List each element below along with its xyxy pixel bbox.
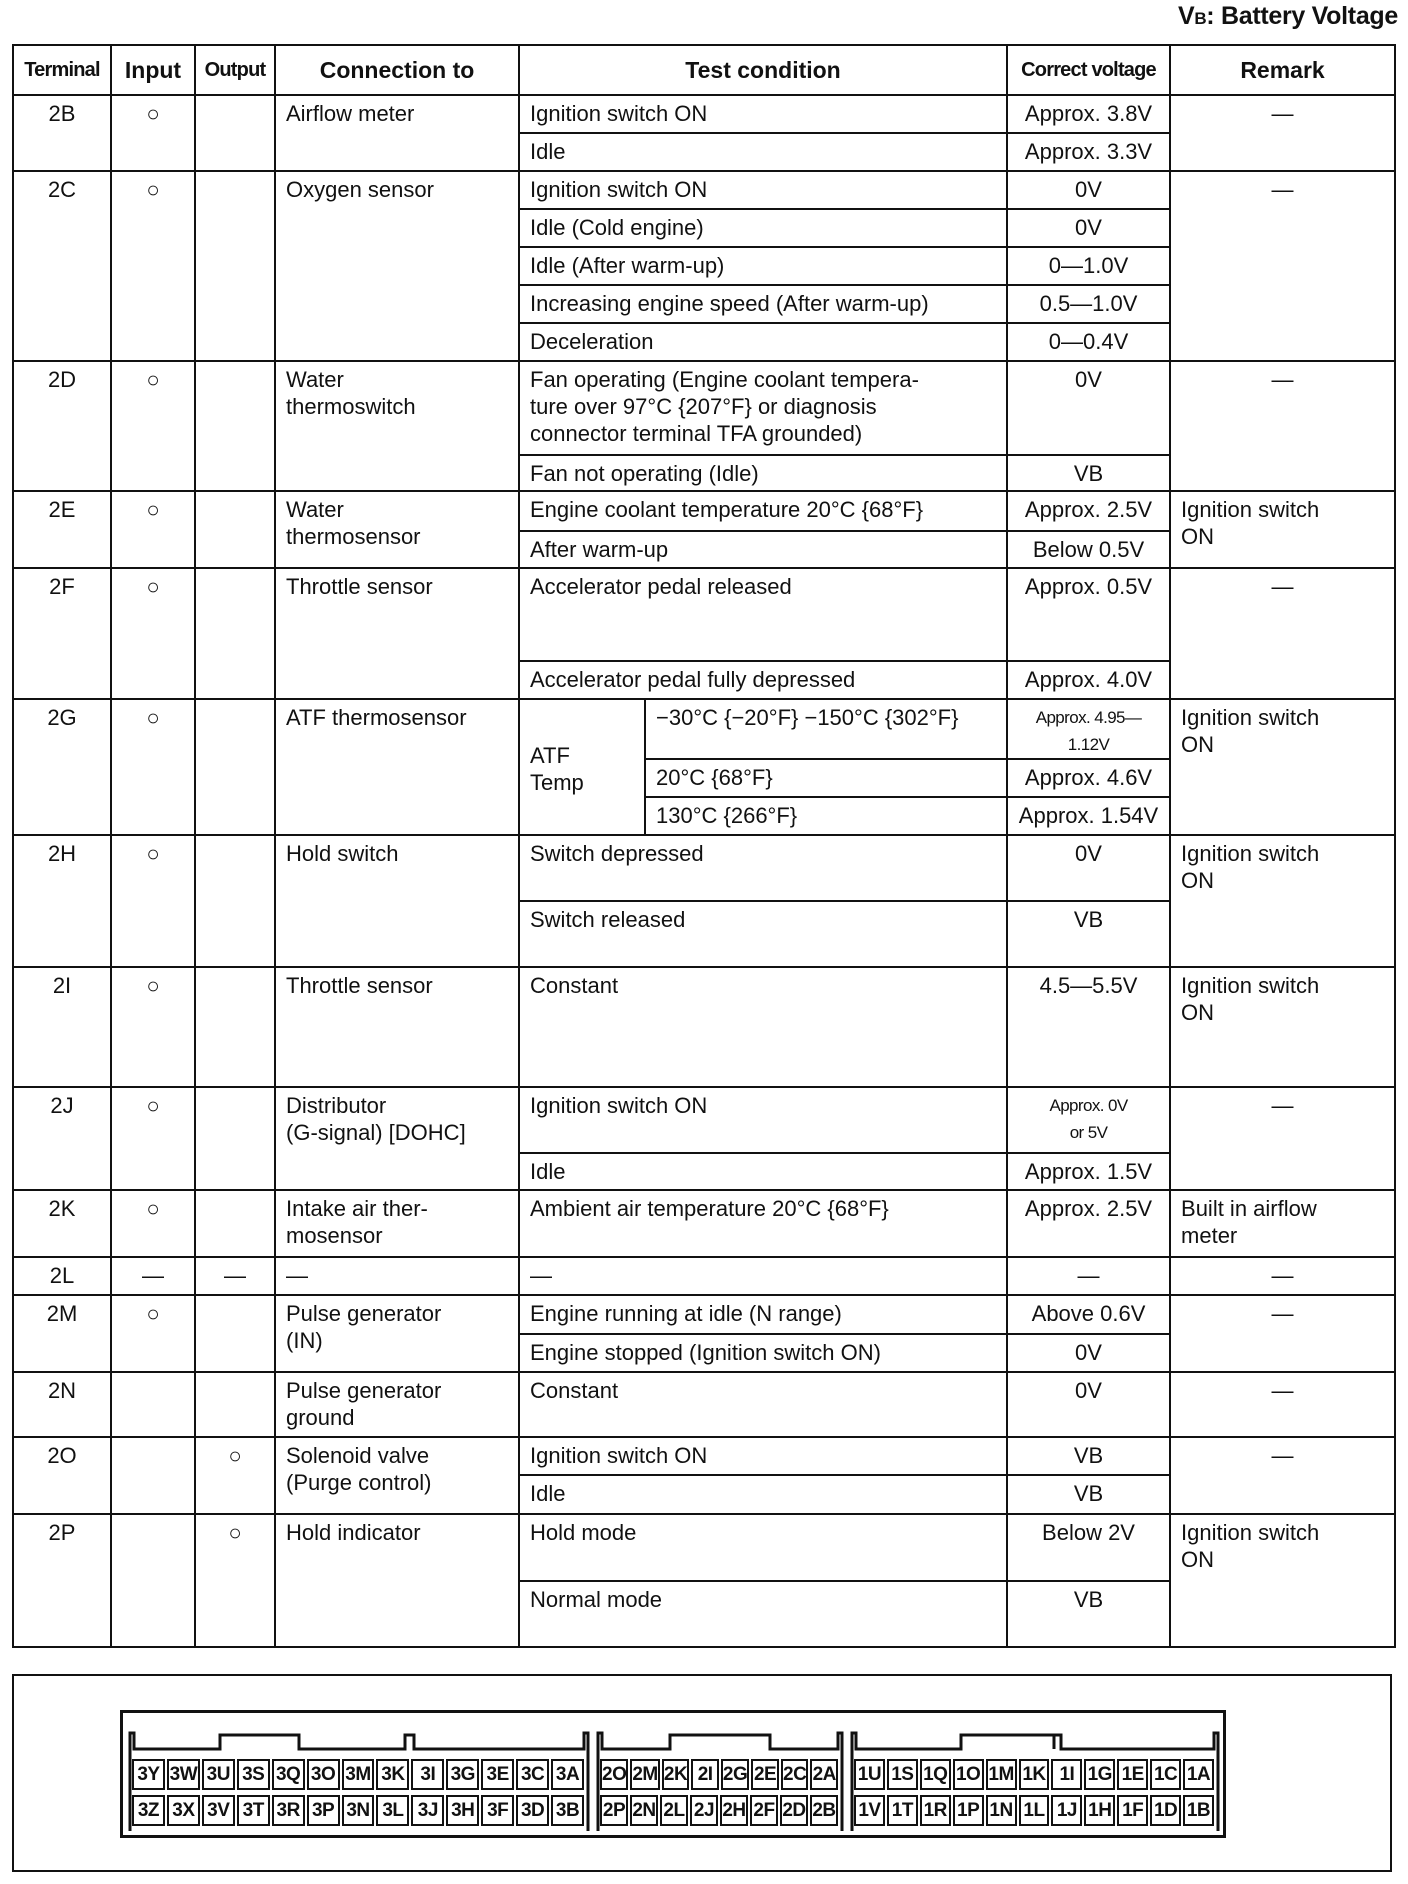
input-mark: ○ bbox=[111, 491, 195, 568]
test-condition-cell: Ignition switch ON bbox=[519, 1087, 1007, 1153]
output-mark bbox=[195, 361, 275, 491]
table-row bbox=[13, 1087, 1395, 1153]
table-row bbox=[13, 967, 1395, 1087]
connector-pin: 2B bbox=[810, 1795, 838, 1826]
correct-voltage-cell: 0V bbox=[1007, 1334, 1170, 1372]
table-row bbox=[13, 835, 1395, 901]
terminal-cell: 2L bbox=[13, 1257, 111, 1295]
remark-cell: Built in airflow meter bbox=[1170, 1190, 1395, 1257]
connector-pin-row bbox=[132, 1795, 586, 1826]
header-input: Input bbox=[111, 45, 195, 95]
connector-pin: 1D bbox=[1150, 1795, 1181, 1826]
test-condition-cell: Ignition switch ON bbox=[519, 1437, 1007, 1475]
test-condition-cell: Switch depressed bbox=[519, 835, 1007, 901]
test-condition-cell: After warm-up bbox=[519, 531, 1007, 568]
remark-cell: — bbox=[1170, 1087, 1395, 1190]
test-condition-cell: Engine stopped (Ignition switch ON) bbox=[519, 1334, 1007, 1372]
connector-pin: 3G bbox=[446, 1759, 479, 1790]
connector-pin: 3Z bbox=[132, 1795, 165, 1826]
test-condition-cell: Deceleration bbox=[519, 323, 1007, 361]
connection-cell: Solenoid valve (Purge control) bbox=[275, 1437, 519, 1514]
input-mark: ○ bbox=[111, 1087, 195, 1190]
connector-pin: 2J bbox=[690, 1795, 718, 1826]
output-mark bbox=[195, 1372, 275, 1437]
table-row bbox=[13, 699, 1395, 759]
correct-voltage-cell: VB bbox=[1007, 455, 1170, 491]
connector-pin: 3E bbox=[481, 1759, 514, 1790]
test-condition-cell: — bbox=[519, 1257, 1007, 1295]
terminal-cell: 2K bbox=[13, 1190, 111, 1257]
correct-voltage-cell: Approx. 4.6V bbox=[1007, 759, 1170, 797]
connector-pin: 1L bbox=[1019, 1795, 1050, 1826]
output-mark bbox=[195, 171, 275, 361]
connector-pin: 1G bbox=[1084, 1759, 1115, 1790]
table-row bbox=[13, 1295, 1395, 1334]
test-condition-cell: Fan operating (Engine coolant tempera- ture over 97°C {207°F} or diagnosis connector terminal TFA grounded) bbox=[519, 361, 1007, 455]
terminal-cell: 2I bbox=[13, 967, 111, 1087]
connector-pin: 3V bbox=[202, 1795, 235, 1826]
remark-cell: — bbox=[1170, 1295, 1395, 1372]
header-remark: Remark bbox=[1170, 45, 1395, 95]
table-row bbox=[13, 1190, 1395, 1257]
connector-pin-row bbox=[600, 1759, 840, 1790]
correct-voltage-cell: Approx. 2.5V bbox=[1007, 1190, 1170, 1257]
output-mark bbox=[195, 568, 275, 699]
correct-voltage-cell: Approx. 4.0V bbox=[1007, 661, 1170, 699]
condition-group-label: ATF Temp bbox=[519, 699, 645, 835]
correct-voltage-cell: VB bbox=[1007, 1581, 1170, 1647]
input-mark: ○ bbox=[111, 967, 195, 1087]
remark-cell: Ignition switch ON bbox=[1170, 967, 1395, 1087]
test-condition-cell: −30°C {−20°F} −150°C {302°F} bbox=[645, 699, 1007, 759]
connector-pin: 1M bbox=[986, 1759, 1017, 1790]
output-mark: ○ bbox=[195, 1514, 275, 1647]
connector-pin: 1E bbox=[1117, 1759, 1148, 1790]
table-body bbox=[13, 95, 1395, 1647]
connector-pin: 3K bbox=[376, 1759, 409, 1790]
connector-pin: 2H bbox=[720, 1795, 748, 1826]
remark-cell: Ignition switch ON bbox=[1170, 491, 1395, 568]
table-row bbox=[13, 1372, 1395, 1437]
test-condition-cell: Idle (After warm-up) bbox=[519, 247, 1007, 285]
correct-voltage-cell: 4.5—5.5V bbox=[1007, 967, 1170, 1087]
connector-pin: 1A bbox=[1183, 1759, 1214, 1790]
correct-voltage-cell: Below 2V bbox=[1007, 1514, 1170, 1581]
connector-pin: 3J bbox=[411, 1795, 444, 1826]
output-mark bbox=[195, 1087, 275, 1190]
connector-pin: 3T bbox=[237, 1795, 270, 1826]
connector-pin: 2C bbox=[781, 1759, 809, 1790]
connection-cell: Hold indicator bbox=[275, 1514, 519, 1647]
output-mark: — bbox=[195, 1257, 275, 1295]
output-mark bbox=[195, 491, 275, 568]
test-condition-cell: Engine coolant temperature 20°C {68°F} bbox=[519, 491, 1007, 531]
test-condition-cell: Accelerator pedal fully depressed bbox=[519, 661, 1007, 699]
input-mark: ○ bbox=[111, 568, 195, 699]
input-mark bbox=[111, 1372, 195, 1437]
correct-voltage-cell: VB bbox=[1007, 1437, 1170, 1475]
terminal-voltage-table bbox=[12, 44, 1396, 1648]
connector-pin-row bbox=[854, 1759, 1216, 1790]
correct-voltage-cell: 0V bbox=[1007, 1372, 1170, 1437]
test-condition-cell: 130°C {266°F} bbox=[645, 797, 1007, 835]
connector-pin: 1O bbox=[953, 1759, 984, 1790]
remark-cell: Ignition switch ON bbox=[1170, 699, 1395, 835]
input-mark: ○ bbox=[111, 95, 195, 171]
test-condition-cell: Idle bbox=[519, 1153, 1007, 1190]
test-condition-cell: Ignition switch ON bbox=[519, 95, 1007, 133]
connector-pin: 2O bbox=[600, 1759, 628, 1790]
connector-pin-row bbox=[600, 1795, 840, 1826]
terminal-cell: 2O bbox=[13, 1437, 111, 1514]
test-condition-cell: Idle bbox=[519, 133, 1007, 171]
terminal-cell: 2B bbox=[13, 95, 111, 171]
test-condition-cell: Accelerator pedal released bbox=[519, 568, 1007, 661]
header-row bbox=[13, 45, 1395, 95]
table-row bbox=[13, 171, 1395, 209]
correct-voltage-cell: Approx. 1.5V bbox=[1007, 1153, 1170, 1190]
terminal-cell: 2M bbox=[13, 1295, 111, 1372]
table-row bbox=[13, 491, 1395, 531]
terminal-cell: 2J bbox=[13, 1087, 111, 1190]
correct-voltage-cell: Below 0.5V bbox=[1007, 531, 1170, 568]
input-mark: — bbox=[111, 1257, 195, 1295]
connector-pin: 3R bbox=[272, 1795, 305, 1826]
header-output: Output bbox=[195, 45, 275, 95]
correct-voltage-cell: Approx. 3.8V bbox=[1007, 95, 1170, 133]
correct-voltage-cell: VB bbox=[1007, 1475, 1170, 1514]
terminal-cell: 2D bbox=[13, 361, 111, 491]
remark-cell: — bbox=[1170, 1437, 1395, 1514]
correct-voltage-cell: 0V bbox=[1007, 171, 1170, 209]
header-test-condition: Test condition bbox=[519, 45, 1007, 95]
connector-pin: 2M bbox=[630, 1759, 659, 1790]
correct-voltage-cell: 0—1.0V bbox=[1007, 247, 1170, 285]
connector-pin: 3L bbox=[376, 1795, 409, 1826]
connection-cell: Pulse generator ground bbox=[275, 1372, 519, 1437]
connector-pin: 2F bbox=[750, 1795, 778, 1826]
connector-pin: 3U bbox=[202, 1759, 235, 1790]
terminal-cell: 2H bbox=[13, 835, 111, 967]
terminal-cell: 2E bbox=[13, 491, 111, 568]
table-row bbox=[13, 361, 1395, 455]
connector-pin: 3O bbox=[307, 1759, 340, 1790]
input-mark: ○ bbox=[111, 699, 195, 835]
terminal-cell: 2G bbox=[13, 699, 111, 835]
battery-voltage-legend bbox=[1178, 2, 1398, 31]
terminal-cell: 2P bbox=[13, 1514, 111, 1647]
connector-pin: 3P bbox=[307, 1795, 340, 1826]
connector-pin: 1P bbox=[953, 1795, 984, 1826]
connector-pin: 1R bbox=[920, 1795, 951, 1826]
input-mark: ○ bbox=[111, 171, 195, 361]
input-mark: ○ bbox=[111, 1295, 195, 1372]
correct-voltage-cell: 0—0.4V bbox=[1007, 323, 1170, 361]
output-mark bbox=[195, 967, 275, 1087]
connector-pin: 3A bbox=[551, 1759, 584, 1790]
input-mark bbox=[111, 1514, 195, 1647]
correct-voltage-cell: — bbox=[1007, 1257, 1170, 1295]
connector-pin: 1Q bbox=[920, 1759, 951, 1790]
correct-voltage-cell: Approx. 1.54V bbox=[1007, 797, 1170, 835]
connector-pin: 3M bbox=[342, 1759, 375, 1790]
table-row bbox=[13, 1437, 1395, 1475]
connection-cell: Throttle sensor bbox=[275, 967, 519, 1087]
connector-pin: 1I bbox=[1051, 1759, 1082, 1790]
connector-pin: 1N bbox=[986, 1795, 1017, 1826]
test-condition-cell: Fan not operating (Idle) bbox=[519, 455, 1007, 491]
connector-pin: 3S bbox=[237, 1759, 270, 1790]
connection-cell: Water thermoswitch bbox=[275, 361, 519, 491]
test-condition-cell: Idle bbox=[519, 1475, 1007, 1514]
test-condition-cell: 20°C {68°F} bbox=[645, 759, 1007, 797]
test-condition-cell: Idle (Cold engine) bbox=[519, 209, 1007, 247]
connector-pin: 3X bbox=[167, 1795, 200, 1826]
connector-pin: 2L bbox=[660, 1795, 688, 1826]
remark-cell: — bbox=[1170, 568, 1395, 699]
connector-pin: 3Y bbox=[132, 1759, 165, 1790]
connector-pin: 3B bbox=[551, 1795, 584, 1826]
header-correct-voltage: Correct voltage bbox=[1007, 45, 1170, 95]
correct-voltage-cell: Approx. 0.5V bbox=[1007, 568, 1170, 661]
correct-voltage-cell: VB bbox=[1007, 901, 1170, 967]
correct-voltage-cell: Above 0.6V bbox=[1007, 1295, 1170, 1334]
test-condition-cell: Normal mode bbox=[519, 1581, 1007, 1647]
connector-pin: 2K bbox=[662, 1759, 690, 1790]
connector-pin-row bbox=[854, 1795, 1216, 1826]
remark-cell: Ignition switch ON bbox=[1170, 1514, 1395, 1647]
ecu-connector-diagram bbox=[120, 1710, 1226, 1838]
connector-pin: 2G bbox=[721, 1759, 749, 1790]
output-mark bbox=[195, 95, 275, 171]
terminal-cell: 2C bbox=[13, 171, 111, 361]
output-mark bbox=[195, 1190, 275, 1257]
correct-voltage-cell: Approx. 2.5V bbox=[1007, 491, 1170, 531]
remark-cell: — bbox=[1170, 1372, 1395, 1437]
test-condition-cell: Ambient air temperature 20°C {68°F} bbox=[519, 1190, 1007, 1257]
connection-cell: Distributor (G-signal) [DOHC] bbox=[275, 1087, 519, 1190]
legend-vb: V bbox=[1177, 2, 1195, 30]
header-terminal: Terminal bbox=[13, 45, 111, 95]
connection-cell: Water thermosensor bbox=[275, 491, 519, 568]
correct-voltage-cell: Approx. 4.95—1.12V bbox=[1007, 699, 1170, 759]
connector-pin: 3N bbox=[342, 1795, 375, 1826]
connector-pin: 3H bbox=[446, 1795, 479, 1826]
remark-cell: Ignition switch ON bbox=[1170, 835, 1395, 967]
correct-voltage-cell: 0V bbox=[1007, 835, 1170, 901]
output-mark bbox=[195, 1295, 275, 1372]
connector-block-1 bbox=[128, 1719, 590, 1833]
correct-voltage-cell: Approx. 0V or 5V bbox=[1007, 1087, 1170, 1153]
connector-pin: 1B bbox=[1183, 1795, 1214, 1826]
connector-pin: 3F bbox=[481, 1795, 514, 1826]
connection-cell: Hold switch bbox=[275, 835, 519, 967]
terminal-cell: 2N bbox=[13, 1372, 111, 1437]
test-condition-cell: Increasing engine speed (After warm-up) bbox=[519, 285, 1007, 323]
connector-pin-row bbox=[132, 1759, 586, 1790]
connection-cell: Oxygen sensor bbox=[275, 171, 519, 361]
connector-pin: 2P bbox=[600, 1795, 628, 1826]
output-mark bbox=[195, 699, 275, 835]
connector-pin: 1F bbox=[1117, 1795, 1148, 1826]
terminal-cell: 2F bbox=[13, 568, 111, 699]
connector-pin: 3D bbox=[516, 1795, 549, 1826]
connector-block-2 bbox=[596, 1719, 844, 1833]
connection-cell: Airflow meter bbox=[275, 95, 519, 171]
connector-pin: 2N bbox=[630, 1795, 658, 1826]
legend-text: : Battery Voltage bbox=[1206, 2, 1398, 30]
connector-pin: 3I bbox=[411, 1759, 444, 1790]
remark-cell: — bbox=[1170, 171, 1395, 361]
remark-cell: — bbox=[1170, 95, 1395, 171]
input-mark: ○ bbox=[111, 835, 195, 967]
output-mark: ○ bbox=[195, 1437, 275, 1514]
test-condition-cell: Constant bbox=[519, 967, 1007, 1087]
test-condition-cell: Engine running at idle (N range) bbox=[519, 1295, 1007, 1334]
connector-pin: 3W bbox=[167, 1759, 200, 1790]
connector-block-3 bbox=[850, 1719, 1220, 1833]
test-condition-cell: Constant bbox=[519, 1372, 1007, 1437]
input-mark: ○ bbox=[111, 361, 195, 491]
correct-voltage-cell: 0V bbox=[1007, 209, 1170, 247]
connection-cell: Intake air ther- mosensor bbox=[275, 1190, 519, 1257]
connection-cell: Throttle sensor bbox=[275, 568, 519, 699]
legend-vb-subscript: B bbox=[1194, 9, 1207, 28]
connector-pin: 1V bbox=[854, 1795, 885, 1826]
remark-cell: — bbox=[1170, 1257, 1395, 1295]
table-row bbox=[13, 95, 1395, 133]
connector-pin: 1C bbox=[1150, 1759, 1181, 1790]
connection-cell: — bbox=[275, 1257, 519, 1295]
connector-pin: 1H bbox=[1084, 1795, 1115, 1826]
correct-voltage-cell: 0V bbox=[1007, 361, 1170, 455]
header-connection: Connection to bbox=[275, 45, 519, 95]
correct-voltage-cell: 0.5—1.0V bbox=[1007, 285, 1170, 323]
test-condition-cell: Ignition switch ON bbox=[519, 171, 1007, 209]
table-row bbox=[13, 1257, 1395, 1295]
remark-cell: — bbox=[1170, 361, 1395, 491]
connector-pin: 1K bbox=[1019, 1759, 1050, 1790]
connector-pin: 1T bbox=[887, 1795, 918, 1826]
test-condition-cell: Switch released bbox=[519, 901, 1007, 967]
correct-voltage-cell: Approx. 3.3V bbox=[1007, 133, 1170, 171]
connector-pin: 2A bbox=[810, 1759, 838, 1790]
connector-pin: 3C bbox=[516, 1759, 549, 1790]
table-row bbox=[13, 1514, 1395, 1581]
test-condition-cell: Hold mode bbox=[519, 1514, 1007, 1581]
connector-pin: 1S bbox=[887, 1759, 918, 1790]
connector-pin: 1U bbox=[854, 1759, 885, 1790]
input-mark: ○ bbox=[111, 1190, 195, 1257]
connector-pin: 3Q bbox=[272, 1759, 305, 1790]
connector-pin: 2E bbox=[751, 1759, 779, 1790]
output-mark bbox=[195, 835, 275, 967]
connection-cell: Pulse generator (IN) bbox=[275, 1295, 519, 1372]
input-mark bbox=[111, 1437, 195, 1514]
connector-pin: 2I bbox=[691, 1759, 719, 1790]
connection-cell: ATF thermosensor bbox=[275, 699, 519, 835]
table-row bbox=[13, 568, 1395, 661]
connector-pin: 1J bbox=[1051, 1795, 1082, 1826]
connector-pin: 2D bbox=[780, 1795, 808, 1826]
